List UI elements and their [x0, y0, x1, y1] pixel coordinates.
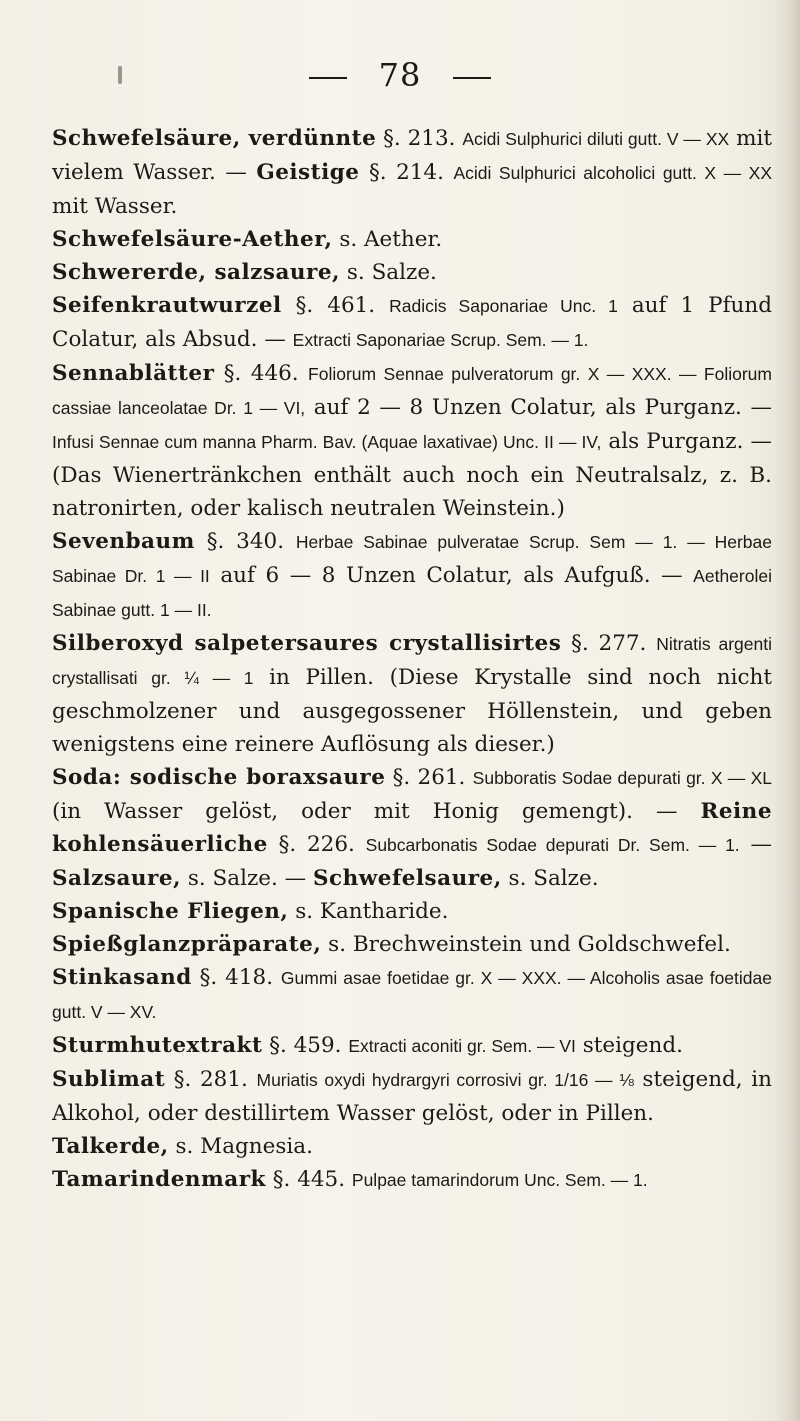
entry-term: Soda: sodische boraxsaure [52, 765, 386, 790]
dictionary-entry [52, 1130, 772, 1163]
page-edge-shadow [774, 0, 800, 1421]
header-dash-left [309, 77, 347, 79]
german-text: auf 6 — 8 Unzen Colatur, als Aufguß. — [209, 563, 694, 588]
section-reference: §. 461. [281, 293, 390, 318]
entry-term: Spießglanzpräparate, [52, 932, 322, 957]
entry-term: Silberoxyd salpetersaures crystallisirtes [52, 631, 562, 656]
latin-prescription: Gummi asae foetidae gr. X — XXX. — Alcoholis asae foetidae gutt. V — XV. [52, 968, 772, 1022]
dictionary-entry [52, 928, 772, 961]
german-text: auf 1 Pfund Colatur, als Absud. — [52, 293, 772, 352]
section-reference: §. 459. [262, 1033, 349, 1058]
dictionary-entry [52, 1063, 772, 1130]
latin-prescription: Muriatis oxydi hydrargyri corrosivi gr. 1/16 — ⅛ [256, 1070, 634, 1090]
german-text: steigend, in Alkohol, oder destillirtem Wasser gelöst, oder in Pillen. [52, 1067, 772, 1126]
german-text: in Pillen. (Diese Krystalle sind noch nicht geschmolzener und ausgegossener Höllenstein, und geben wenigstens eine reinere Auflösung als dieser.) [52, 665, 772, 757]
entry-term: Tamarindenmark [52, 1167, 266, 1192]
entry-term: Sublimat [52, 1067, 166, 1092]
section-reference: §. 340. [194, 529, 296, 554]
entry-term: Stinkasand [52, 965, 192, 990]
section-reference: §. 214. [359, 160, 454, 185]
entry-term: Talkerde, [52, 1134, 169, 1159]
latin-prescription: Herbae Sabinae pulveratae Scrup. Sem — 1. — Herbae Sabinae Dr. 1 — II [52, 532, 772, 586]
entry-list [52, 122, 772, 1197]
german-text: — [739, 832, 772, 857]
german-text: s. Salze. [501, 866, 599, 891]
german-text: s. Salze. [340, 260, 437, 285]
latin-prescription: Subcarbonatis Sodae depurati Dr. Sem. — 1. [365, 835, 740, 855]
entry-term: Schwefelsäure-Aether, [52, 227, 333, 252]
latin-prescription: Infusi Sennae cum manna Pharm. Bav. (Aquae laxativae) Unc. II — IV, [52, 432, 602, 452]
german-text: steigend. [575, 1033, 683, 1058]
sub-term: Geistige [256, 160, 360, 185]
page-number: 78 [378, 56, 422, 94]
entry-term: Sennablätter [52, 361, 215, 386]
sub-term: Salzsaure, [52, 866, 181, 891]
german-text: s. Brechweinstein und Goldschwefel. [321, 932, 731, 957]
german-text: mit vielem Wasser. — [52, 126, 772, 185]
latin-prescription: Subboratis Sodae depurati gr. X — XL [472, 768, 773, 788]
section-reference: §. 213. [376, 126, 463, 151]
entry-term: Spanische Fliegen, [52, 899, 289, 924]
dictionary-entry [52, 627, 772, 761]
latin-prescription: Nitratis argenti crystallisati gr. ¼ — 1 [52, 634, 772, 688]
entry-term: Schwefelsäure, verdünnte [52, 126, 377, 151]
entry-term: Sevenbaum [52, 529, 195, 554]
german-text: s. Salze. — [181, 866, 314, 891]
german-text: s. Magnesia. [168, 1134, 313, 1159]
section-reference: §. 226. [267, 832, 366, 857]
sub-term: Reine kohlensäuerliche [52, 799, 772, 857]
german-text: (in Wasser gelöst, oder mit Honig gemengt). — [52, 799, 701, 824]
header-dash-right [453, 77, 491, 79]
entry-term: Seifenkrautwurzel [52, 293, 282, 318]
dictionary-entry [52, 122, 772, 223]
dictionary-entry [52, 289, 772, 357]
dictionary-entry [52, 525, 772, 627]
latin-prescription: Acidi Sulphurici alcoholici gutt. X — XX [453, 163, 772, 183]
section-reference: §. 445. [265, 1167, 352, 1192]
german-text: als Purganz. — (Das Wienertränkchen enthält auch noch ein Neutralsalz, z. B. natronirten, oder kalisch neutralen Weinstein.) [52, 429, 772, 521]
dictionary-entry [52, 223, 772, 256]
latin-prescription: Radicis Saponariae Unc. 1 [389, 296, 618, 316]
sub-term: Schwefelsaure, [313, 866, 502, 891]
dictionary-entry [52, 1163, 772, 1197]
section-reference: §. 277. [561, 631, 657, 656]
section-reference: §. 418. [191, 965, 281, 990]
section-reference: §. 281. [165, 1067, 257, 1092]
german-text: s. Kantharide. [288, 899, 449, 924]
latin-prescription: Aetherolei Sabinae gutt. 1 — II. [52, 566, 772, 620]
dictionary-entry [52, 1029, 772, 1063]
german-text: auf 2 — 8 Unzen Colatur, als Purganz. — [305, 395, 772, 420]
dictionary-entry [52, 961, 772, 1029]
latin-prescription: Foliorum Sennae pulveratorum gr. X — XXX. — Foliorum cassiae lanceolatae Dr. 1 — VI, [52, 364, 772, 418]
dictionary-entry [52, 895, 772, 928]
dictionary-entry [52, 761, 772, 895]
latin-prescription: Pulpae tamarindorum Unc. Sem. — 1. [351, 1170, 648, 1190]
latin-prescription: Acidi Sulphurici diluti gutt. V — XX [462, 129, 730, 149]
dictionary-entry [52, 357, 772, 525]
entry-term: Sturmhutextrakt [52, 1033, 263, 1058]
page-header [0, 56, 800, 94]
entry-term: Schwererde, salzsaure, [52, 260, 341, 285]
section-reference: §. 446. [214, 361, 309, 386]
german-text: s. Aether. [332, 227, 443, 252]
latin-prescription: Extracti aconiti gr. Sem. — VI [348, 1036, 576, 1056]
latin-prescription: Extracti Saponariae Scrup. Sem. — 1. [292, 330, 589, 350]
dictionary-entry [52, 256, 772, 289]
german-text: mit Wasser. [52, 194, 178, 219]
section-reference: §. 261. [385, 765, 473, 790]
